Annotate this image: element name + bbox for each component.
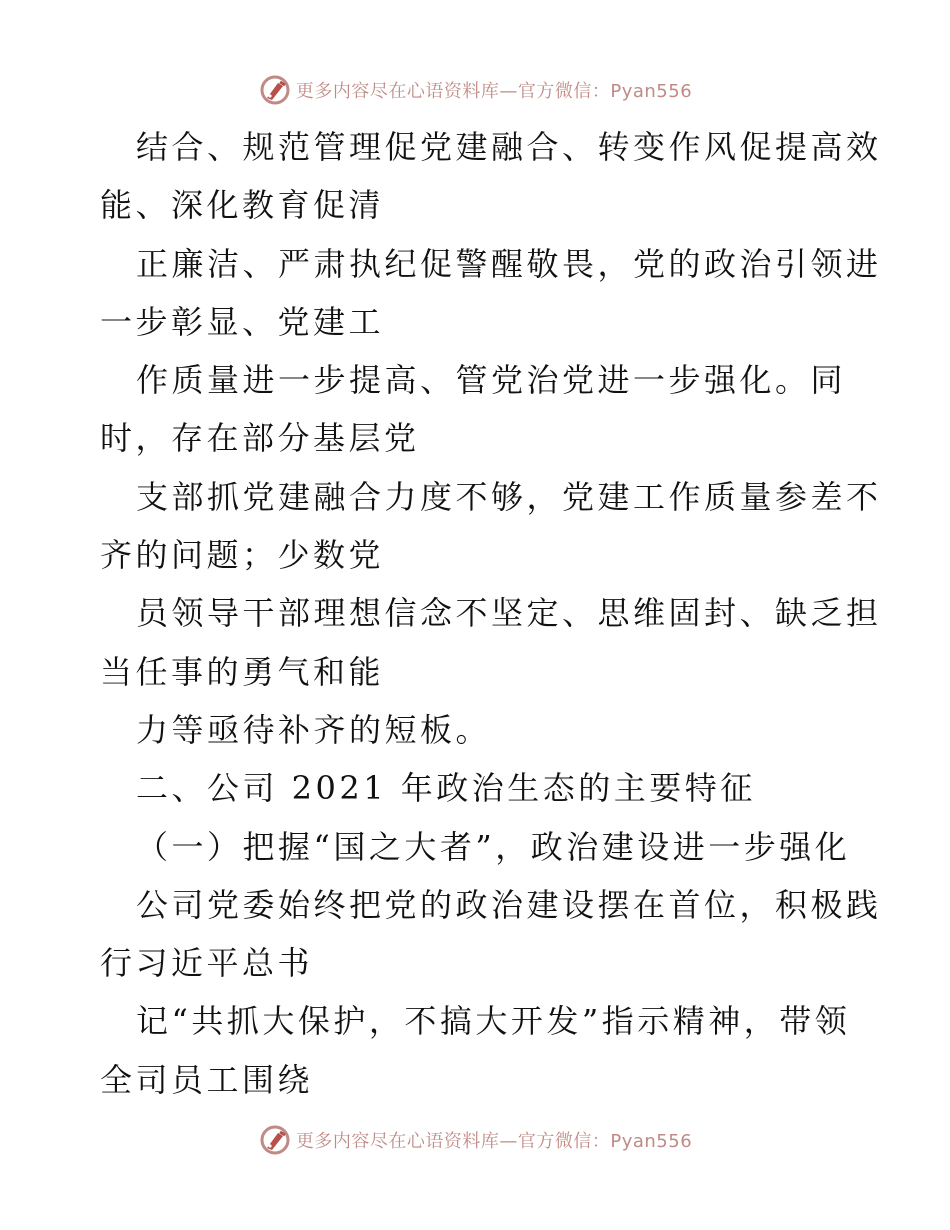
text-line: 作质量进一步提高、管党治党进一步强化。同 <box>136 361 847 400</box>
watermark-text: 更多内容尽在心语资料库—官方微信：Pyan556 <box>295 81 693 102</box>
text-line: 当任事的勇气和能 <box>100 652 385 691</box>
text-line: 支部抓党建融合力度不够，党建工作质量参差不 <box>136 477 882 516</box>
section-heading: 二、公司 2021 年政治生态的主要特征 <box>136 769 756 808</box>
text-line: 结合、规范管理促党建融合、转变作风促提高效 <box>136 128 882 166</box>
text-line: 正廉洁、严肃执纪促警醒敬畏，党的政治引领进 <box>136 244 882 283</box>
text-line: 能、深化教育促清 <box>100 186 385 225</box>
header-watermark <box>0 70 950 110</box>
pen-nib-logo-icon <box>258 1123 292 1157</box>
document-body <box>100 118 882 1109</box>
text-line: 行习近平总书 <box>100 944 314 983</box>
text-line: 力等亟待补齐的短板。 <box>136 710 492 749</box>
text-line: 一步彰显、党建工 <box>100 302 385 341</box>
subsection-heading: （一）把握“国之大者”，政治建设进一步强化 <box>136 827 851 866</box>
text-line: 时，存在部分基层党 <box>100 419 420 458</box>
text-line: 齐的问题；少数党 <box>100 536 385 575</box>
watermark-text: 更多内容尽在心语资料库—官方微信：Pyan556 <box>295 1131 693 1152</box>
footer-watermark <box>0 1120 950 1160</box>
text-line: 员领导干部理想信念不坚定、思维固封、缺乏担 <box>136 594 882 633</box>
text-line: 公司党委始终把党的政治建设摆在首位，积极践 <box>136 885 882 924</box>
text-line: 记“共抓大保护，不搞大开发”指示精神，带领 <box>136 1002 851 1041</box>
pen-nib-logo-icon <box>258 73 292 107</box>
text-line: 全司员工围绕 <box>100 1060 314 1099</box>
